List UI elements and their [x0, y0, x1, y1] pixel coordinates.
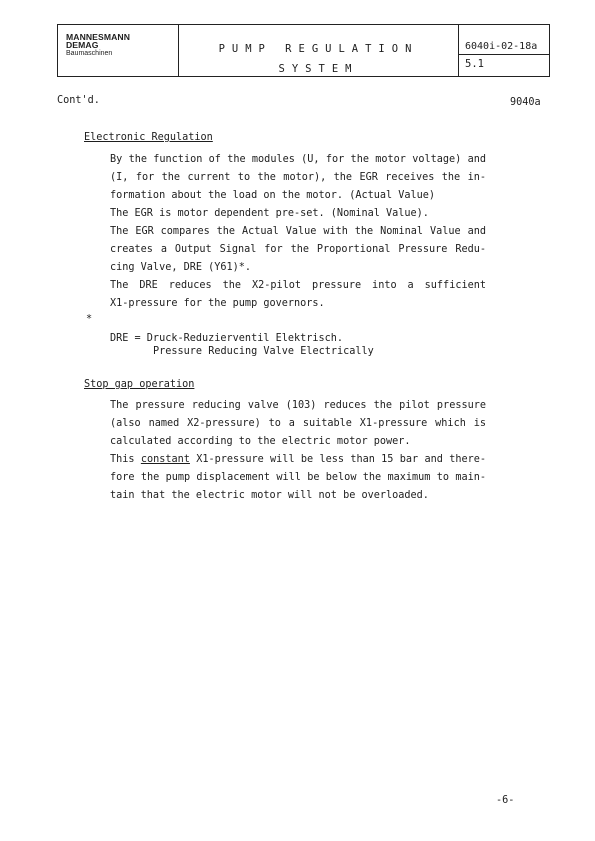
section-heading-electronic-regulation: Electronic Regulation [84, 132, 213, 143]
header-title [179, 25, 459, 76]
continued-label: Cont'd. [57, 95, 100, 106]
body-line-with-underline [110, 451, 486, 469]
header-reference [459, 25, 549, 76]
brand-name: MANNESMANN [66, 32, 131, 42]
header-divider [459, 54, 549, 55]
section-heading-stop-gap-operation: Stop gap operation [84, 379, 195, 390]
text-run: X1-pressure will be less than 15 bar and there- [189, 454, 486, 465]
body-line: The pressure reducing valve (103) reduces the pilot pressure [110, 400, 486, 411]
body-line: cing Valve, DRE (Y61)*. [110, 262, 252, 273]
body-line: The DRE reduces the X2-pilot pressure into a sufficient [110, 280, 486, 291]
section-body-stop-gap-operation [110, 397, 486, 505]
brand-subname: DEMAG [66, 40, 99, 50]
body-line: creates a Output Signal for the Proportional Pressure Redu- [110, 244, 486, 255]
document-header [57, 24, 550, 77]
text-run: This [110, 454, 141, 465]
body-line: The EGR is motor dependent pre-set. (Nominal Value). [110, 208, 429, 219]
body-line: (also named X2-pressure) to a suitable X1-pressure which is [110, 418, 486, 429]
body-line: fore the pump displacement will be below the maximum to main- [110, 472, 486, 483]
title-line-1: PUMP REGULATION [218, 43, 419, 55]
section-body-electronic-regulation [110, 151, 486, 313]
body-line: formation about the load on the motor. (Actual Value) [110, 190, 436, 201]
body-line: By the function of the modules (U, for the motor voltage) and [110, 154, 486, 165]
brand-division: Baumaschinen [66, 50, 113, 57]
body-line: The EGR compares the Actual Value with the Nominal Value and [110, 226, 486, 237]
footnote-mark: * [86, 314, 93, 325]
body-line: calculated according to the electric motor power. [110, 436, 411, 447]
section-number: 5.1 [465, 58, 484, 70]
company-logo [58, 25, 179, 76]
reference-code: 9040a [510, 97, 541, 108]
document-number: 6040i-02-18a [465, 41, 538, 52]
body-line: tain that the electric motor will not be overloaded. [110, 490, 429, 501]
page-number: -6- [496, 795, 515, 806]
footnote-line-2: Pressure Reducing Valve Electrically [153, 346, 374, 357]
title-line-2: SYSTEM [278, 63, 359, 75]
underlined-word: constant [140, 454, 190, 465]
footnote-line-1: DRE = Druck-Reduzierventil Elektrisch. [110, 333, 344, 344]
body-line: X1-pressure for the pump governors. [110, 298, 325, 309]
body-line: (I, for the current to the motor), the EGR receives the in- [110, 172, 486, 183]
